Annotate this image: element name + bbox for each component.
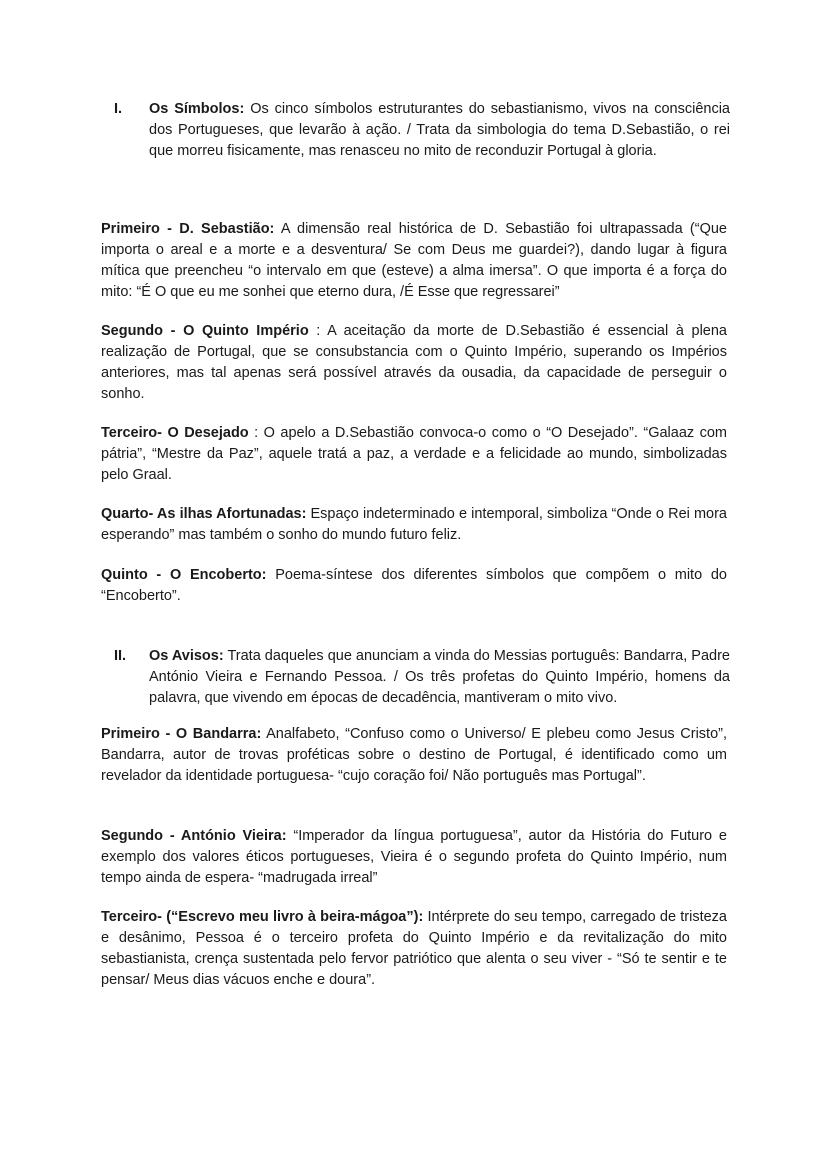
section-intro [149,646,730,709]
paragraph-terceiro-pessoa [101,907,727,991]
paragraph-text: Poema-síntese dos diferentes símbolos que compõem o mito do “Encoberto”. [101,567,727,604]
paragraph-heading: Quinto - O Encoberto: [101,567,267,583]
paragraph-terceiro-desejado [101,423,727,486]
section-text: Trata daqueles que anunciam a vinda do Messias português: Bandarra, Padre António Vieira e Fernando Pessoa. / Os três profetas do Quinto Império, homens da palavra, que vivendo em épocas de decadência, mantiveram o mito vivo. [149,648,730,706]
paragraph-text: Intérprete do seu tempo, carregado de tristeza e desânimo, Pessoa é o terceiro profeta do Quinto Império e da revitalização do mito sebastianista, crença sustentada pelo fervor patriótico que alenta o seu viver - “Só te sentir e te pensar/ Meus dias vácuos enche e doura”. [101,909,727,988]
paragraph-segundo-quinto-imperio [101,321,727,405]
paragraph-text: : O apelo a D.Sebastião convoca-o como o “O Desejado”. “Galaaz com pátria”, “Mestre da Paz”, aquele tratá a paz, a verdade e a felicidade ao mundo, simbolizadas pelo Graal. [101,425,728,483]
section-simbolos [114,99,730,162]
paragraph-primeiro-bandarra [101,724,727,787]
section-heading: Os Símbolos: [149,101,245,117]
paragraph-text: Analfabeto, “Confuso como o Universo/ E plebeu como Jesus Cristo”, Bandarra, autor de trovas proféticas sobre o destino de Portugal, é identificado como um revelador da identidade portuguesa- “cujo coração foi/ Não português mas Portugal”. [101,726,727,784]
paragraph-primeiro-sebastiao [101,219,727,303]
section-numeral: II. [114,648,127,664]
paragraph-heading: Primeiro - D. Sebastião: [101,221,275,237]
paragraph-quinto-encoberto [101,565,727,607]
section-avisos [114,646,730,709]
paragraph-text: Espaço indeterminado e intemporal, simboliza “Onde o Rei mora esperando” mas também o sonho do mundo futuro feliz. [101,506,727,543]
paragraph-quarto-ilhas [101,504,727,546]
paragraph-heading: Primeiro - O Bandarra: [101,726,262,742]
paragraph-text: “Imperador da língua portuguesa”, autor da História do Futuro e exemplo dos valores éticos portugueses, Vieira é o segundo profeta do Quinto Império, num tempo ainda de espera- “madrugada irreal” [101,828,727,886]
paragraph-text: A dimensão real histórica de D. Sebastião foi ultrapassada (“Que importa o areal e a morte e a desventura/ Se com Deus me guardei?), dando lugar à figura mítica que preencheu “o intervalo em que (esteve) a alma imersa”. O que importa é a força do mito: “É O que eu me sonhei que eterno dura, /É Esse que regressarei” [101,221,727,300]
paragraph-heading: Terceiro- (“Escrevo meu livro à beira-mágoa”): [101,909,424,925]
section-heading: Os Avisos: [149,648,224,664]
paragraph-segundo-vieira [101,826,727,889]
paragraph-heading: Quarto- As ilhas Afortunadas: [101,506,307,522]
section-intro [149,99,730,162]
paragraph-text: : A aceitação da morte de D.Sebastião é essencial à plena realização de Portugal, que se consubstancia com o Quinto Império, superando os Impérios anteriores, mas tal apenas será possível através da ousadia, da capacidade de perseguir o sonho. [101,323,727,402]
section-text: Os cinco símbolos estruturantes do sebastianismo, vivos na consciência dos Portugueses, que levarão à ação. / Trata da simbologia do tema D.Sebastião, o rei que morreu fisicamente, mas renasceu no mito de reconduzir Portugal à gloria. [149,101,730,159]
paragraph-heading: Terceiro- O Desejado [101,425,249,441]
paragraph-heading: Segundo - O Quinto Império [101,323,309,339]
section-numeral: I. [114,101,123,117]
paragraph-heading: Segundo - António Vieira: [101,828,287,844]
